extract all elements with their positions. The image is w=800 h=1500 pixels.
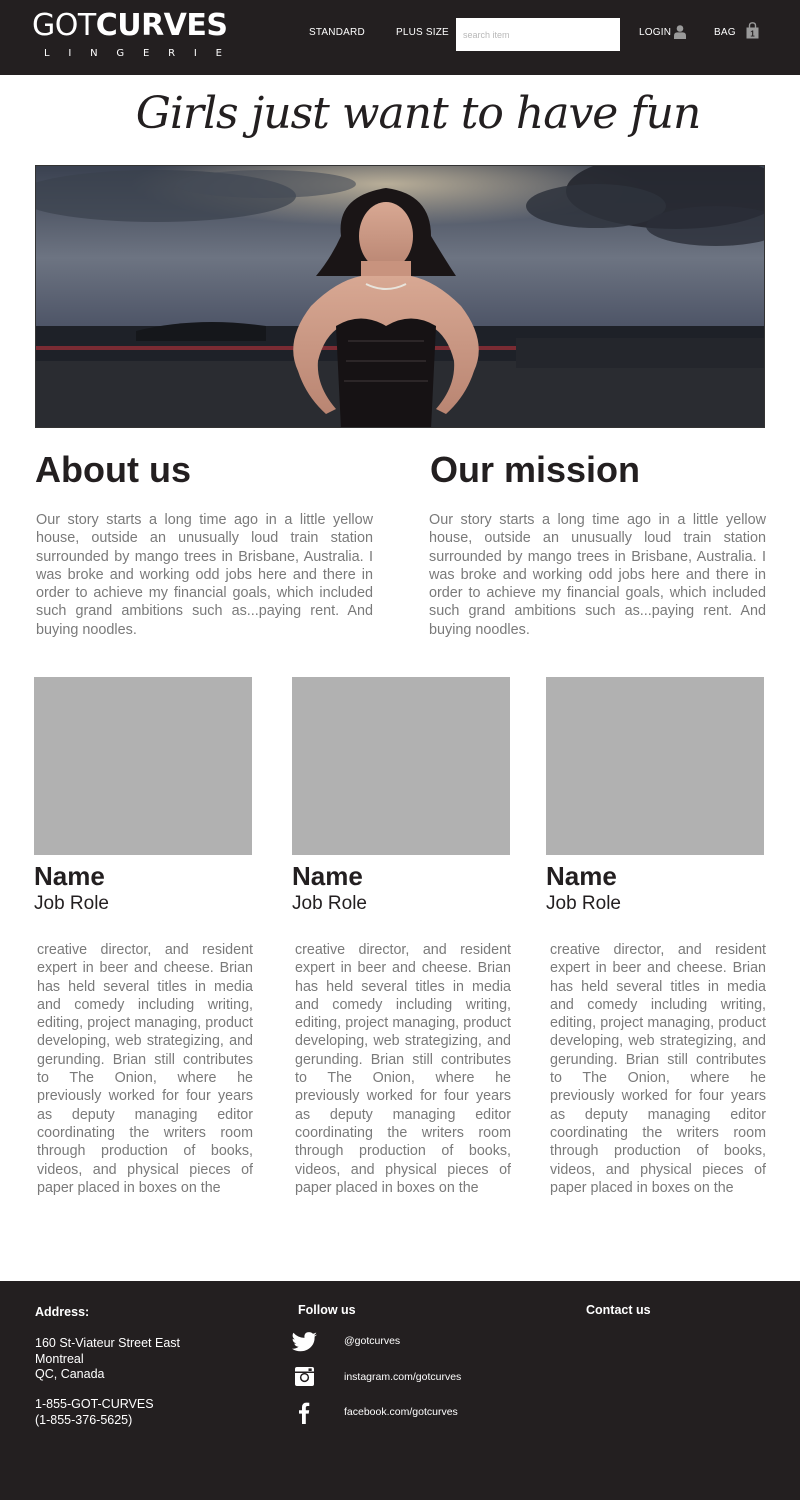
footer-address [35, 1336, 180, 1383]
social-link-label[interactable]: instagram.com/gotcurves [344, 1371, 462, 1383]
logo[interactable] [32, 8, 232, 68]
footer-follow-heading: Follow us [298, 1303, 356, 1317]
bag-count: 1 [750, 29, 755, 39]
team-photo-placeholder [292, 677, 510, 855]
logo-letter: N [90, 48, 98, 59]
nav-bag-link[interactable]: BAG [714, 27, 736, 38]
facebook-icon[interactable] [292, 1401, 318, 1425]
team-member-name: Name [546, 861, 617, 891]
team-member-name: Name [34, 861, 105, 891]
team-card [546, 677, 766, 1216]
logo-letter: R [168, 48, 176, 59]
team-card [34, 677, 254, 1216]
team-member-role: Job Role [34, 893, 109, 914]
team-photo-placeholder [546, 677, 764, 855]
phone-line: (1-855-376-5625) [35, 1412, 133, 1427]
address-line: Montreal [35, 1351, 84, 1366]
nav-login-link[interactable]: LOGIN [639, 27, 672, 38]
user-icon[interactable] [674, 24, 686, 38]
logo-letter: G [116, 48, 125, 59]
team-card [292, 677, 512, 1216]
logo-letter: I [68, 48, 72, 59]
logo-word-curves: CURVES [95, 8, 228, 43]
footer-phone [35, 1397, 154, 1428]
team-member-bio: creative director, and resident expert in beer and cheese. Brian has held several titles in media and comedy including writing, editing, project managing, product developing, web strategizing, and gerunding. Brian still contributes to The Onion, where he previously worked for four years as deputy managing editor coordinating the writers room through production of books, videos, and physical pieces of paper placed in boxes on the [550, 942, 766, 1196]
logo-letter: E [142, 48, 150, 59]
logo-letter: L [44, 48, 50, 59]
nav-standard-link[interactable]: STANDARD [309, 27, 365, 38]
footer-address-heading: Address: [35, 1305, 90, 1319]
address-line: 160 St-Viateur Street East [35, 1336, 180, 1350]
team-member-role: Job Role [546, 893, 621, 914]
logo-subtitle [44, 48, 222, 59]
nav-plus-size-link[interactable]: PLUS SIZE [396, 27, 449, 38]
team-member-role: Job Role [292, 893, 367, 914]
logo-wordmark [32, 8, 227, 44]
team-member-bio: creative director, and resident expert in beer and cheese. Brian has held several titles in media and comedy including writing, editing, project managing, product developing, web strategizing, and gerunding. Brian still contributes to The Onion, where he previously worked for four years as deputy managing editor coordinating the writers room through production of books, videos, and physical pieces of paper placed in boxes on the [37, 942, 253, 1196]
site-header [0, 0, 800, 75]
hero-image [35, 165, 765, 428]
phone-line: 1-855-GOT-CURVES [35, 1397, 154, 1411]
twitter-icon[interactable] [292, 1330, 318, 1354]
shopping-bag-icon[interactable] [746, 22, 759, 39]
logo-word-got: GOT [32, 8, 96, 43]
team-member-bio: creative director, and resident expert in beer and cheese. Brian has held several titles in media and comedy including writing, editing, project managing, product developing, web strategizing, and gerunding. Brian still contributes to The Onion, where he previously worked for four years as deputy managing editor coordinating the writers room through production of books, videos, and physical pieces of paper placed in boxes on the [295, 942, 511, 1196]
about-title: About us [35, 449, 191, 490]
team-member-name: Name [292, 861, 363, 891]
site-footer [0, 1281, 800, 1500]
search-input[interactable] [456, 18, 620, 51]
instagram-icon[interactable] [292, 1366, 318, 1390]
logo-letter: I [193, 48, 197, 59]
mission-body: Our story starts a long time ago in a little yellow house, outside an unusually loud train station surrounded by mango trees in Brisbane, Australia. I was broke and working odd jobs here and there in order to achieve my financial goals, which included such grand ambitions such as...paying rent. And buying noodles. [429, 512, 766, 638]
social-link-label[interactable]: facebook.com/gotcurves [344, 1406, 458, 1418]
hero-tagline: Girls just want to have fun [135, 88, 701, 139]
mission-title: Our mission [430, 449, 641, 490]
about-body: Our story starts a long time ago in a little yellow house, outside an unusually loud train station surrounded by mango trees in Brisbane, Australia. I was broke and working odd jobs here and there in order to achieve my financial goals, which included such grand ambitions such as...paying rent. And buying noodles. [36, 512, 373, 638]
address-line: QC, Canada [35, 1367, 105, 1381]
footer-contact-heading[interactable]: Contact us [586, 1303, 651, 1317]
team-photo-placeholder [34, 677, 252, 855]
social-link-label[interactable]: @gotcurves [344, 1335, 401, 1347]
logo-letter: E [215, 48, 222, 59]
